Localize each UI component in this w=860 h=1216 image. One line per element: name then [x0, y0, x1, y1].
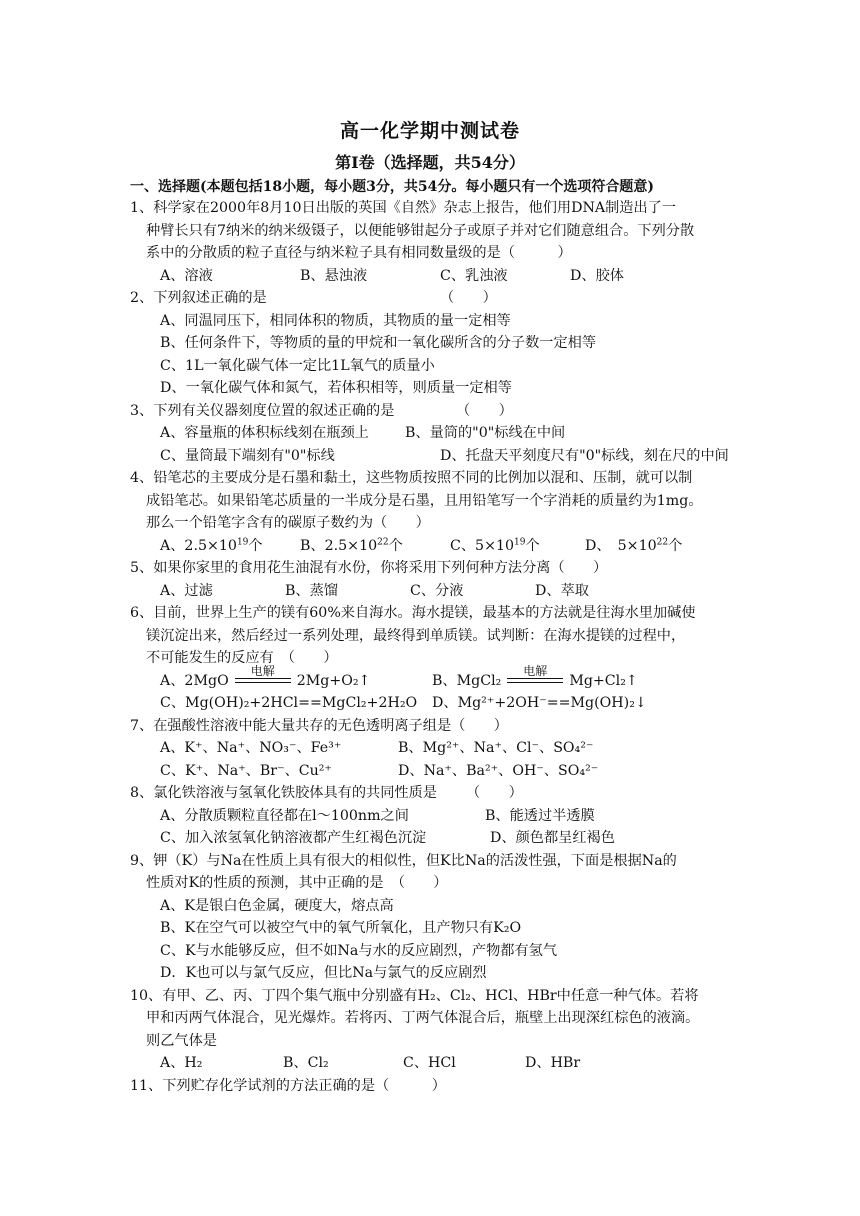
q10-line1: 10、有甲、乙、丙、丁四个集气瓶中分别盛有H₂、Cl₂、HCl、HBr中任意一种气体。若将	[130, 988, 699, 1004]
q3-option-a: A、容量瓶的体积标线刻在瓶颈上	[160, 425, 369, 441]
q2-option-c: C、1L一氧化碳气体一定比1L氧气的质量小	[160, 358, 435, 374]
q6-line3: 不可能发生的反应有 （ ）	[146, 650, 338, 666]
q4-option-d: D、 $5\times 10^{22}$个	[585, 537, 683, 554]
q4-line3: 那么一个铅笔字含有的碳原子数约为（ ）	[146, 515, 430, 531]
q1-option-a: A、溶液	[160, 268, 213, 284]
q1-option-c: C、乳浊液	[440, 268, 508, 284]
q9-option-b: B、K在空气可以被空气中的氧气所氧化，且产物只有K₂O	[160, 920, 522, 936]
q3-option-b: B、量筒的"0"标线在中间	[405, 425, 566, 441]
q6-option-a: A、2MgO 电解 2Mg+O₂↑	[160, 664, 371, 689]
q3-option-d: D、托盘天平刻度尺有"0"标线，刻在尺的中间	[440, 448, 729, 464]
q1-line1: 1、科学家在2000年8月10日出版的英国《自然》杂志上报告，他们用DNA制造出了一	[130, 200, 677, 216]
q2-option-b: B、任何条件下，等物质的量的甲烷和一氧化碳所含的分子数一定相等	[160, 335, 597, 351]
q11-line1: 11、下列贮存化学试剂的方法正确的是（ ）	[130, 1078, 446, 1094]
q1-option-d: D、胶体	[570, 268, 624, 284]
q3-bracket: （ ）	[456, 403, 513, 419]
q6-option-d: D、Mg²⁺+2OH⁻==Mg(OH)₂↓	[432, 695, 647, 711]
q10-line2: 甲和丙两气体混合，见光爆炸。若将丙、丁两气体混合后，瓶壁上出现深红棕色的液滴。	[146, 1010, 700, 1026]
q4-option-a: A、$2.5\times 10^{19}$个	[160, 537, 263, 554]
q5-line1: 5、如果你家里的食用花生油混有水份，你将采用下列何种方法分离（ ）	[130, 560, 608, 576]
page-title: 高一化学期中测试卷	[339, 120, 520, 142]
q8-line1: 8、氯化铁溶液与氢氧化铁胶体具有的共同性质是	[130, 785, 437, 801]
q2-option-a: A、同温同压下，相同体积的物质，其物质的量一定相等	[160, 313, 511, 329]
q5-option-c: C、分液	[410, 583, 464, 599]
q7-line1: 7、在强酸性溶液中能大量共存的无色透明离子组是（ ）	[130, 718, 508, 734]
q8-option-d: D、颜色都呈红褐色	[490, 830, 615, 846]
q2-line1: 2、下列叙述正确的是	[130, 290, 267, 306]
q5-option-d: D、萃取	[535, 583, 589, 599]
q2-bracket: （ ）	[440, 290, 497, 306]
q1-option-b: B、悬浊液	[300, 268, 368, 284]
q9-line1: 9、钾（K）与Na在性质上具有很大的相似性，但K比Na的活泼性强，下面是根据Na的	[130, 853, 677, 869]
q9-option-a: A、K是银白色金属，硬度大，熔点高	[160, 898, 394, 914]
q9-option-d: D．K也可以与氯气反应，但比Na与氯气的反应剧烈	[160, 965, 487, 981]
q7-option-d: D、Na⁺、Ba²⁺、OH⁻、SO₄²⁻	[398, 763, 599, 779]
q7-option-b: B、Mg²⁺、Na⁺、Cl⁻、SO₄²⁻	[398, 740, 594, 756]
q9-line2: 性质对K的性质的预测，其中正确的是 （ ）	[146, 875, 448, 891]
electrolysis-sign: 电解	[507, 673, 563, 687]
q6-option-b: B、MgCl₂ 电解 Mg+Cl₂↑	[432, 664, 638, 689]
q8-option-c: C、加入浓氢氧化钠溶液都产生红褐色沉淀	[160, 830, 427, 846]
section-heading: 一、选择题(本题包括18小题，每小题3分，共54分。每小题只有一个选项符合题意)	[130, 179, 654, 195]
q1-line3: 系中的分散质的粒子直径与纳米粒子具有相同数量级的是（ ）	[146, 245, 572, 261]
q6-line1: 6、目前，世界上生产的镁有60%来自海水。海水提镁，最基本的方法就是往海水里加碱使	[130, 605, 696, 621]
q1-line2: 种臂长只有7纳米的纳米级镊子，以便能够钳起分子或原子并对它们随意组合。下列分散	[146, 223, 695, 239]
q7-option-c: C、K⁺、Na⁺、Br⁻、Cu²⁺	[160, 763, 332, 779]
q10-line3: 则乙气体是	[146, 1033, 217, 1049]
q4-option-b: B、$2.5\times 10^{22}$个	[300, 537, 403, 554]
electrolysis-sign: 电解	[235, 673, 291, 687]
q8-option-b: B、能透过半透膜	[485, 808, 595, 824]
q4-line1: 4、铅笔芯的主要成分是石墨和黏土，这些物质按照不同的比例加以混和、压制，就可以制	[130, 470, 693, 486]
q6-option-c: C、Mg(OH)₂+2HCl==MgCl₂+2H₂O	[160, 695, 418, 711]
q8-bracket: （ ）	[466, 785, 523, 801]
q10-option-b: B、Cl₂	[283, 1055, 329, 1071]
q8-option-a: A、分散质颗粒直径都在l～100nm之间	[160, 808, 409, 824]
q6-line2: 镁沉淀出来，然后经过一系列处理，最终得到单质镁。试判断：在海水提镁的过程中，	[146, 628, 686, 644]
q4-option-c: C、$5\times 10^{19}$个	[450, 537, 540, 554]
part-heading: 第Ⅰ卷（选择题，共54分）	[335, 153, 525, 172]
q10-option-a: A、H₂	[160, 1055, 203, 1071]
q10-option-d: D、HBr	[525, 1055, 581, 1071]
q7-option-a: A、K⁺、Na⁺、NO₃⁻、Fe³⁺	[160, 740, 342, 756]
q5-option-b: B、蒸馏	[285, 583, 338, 599]
q3-option-c: C、量筒最下端刻有"0"标线	[160, 448, 335, 464]
q3-line1: 3、下列有关仪器刻度位置的叙述正确的是	[130, 403, 395, 419]
q9-option-c: C、K与水能够反应，但不如Na与水的反应剧烈，产物都有氢气	[160, 943, 558, 959]
q2-option-d: D、一氧化碳气体和氮气，若体积相等，则质量一定相等	[160, 380, 512, 396]
q10-option-c: C、HCl	[403, 1055, 456, 1071]
q5-option-a: A、过滤	[160, 583, 213, 599]
q4-line2: 成铅笔芯。如果铅笔芯质量的一半成分是石墨，且用铅笔写一个字消耗的质量约为1mg。	[146, 493, 703, 509]
